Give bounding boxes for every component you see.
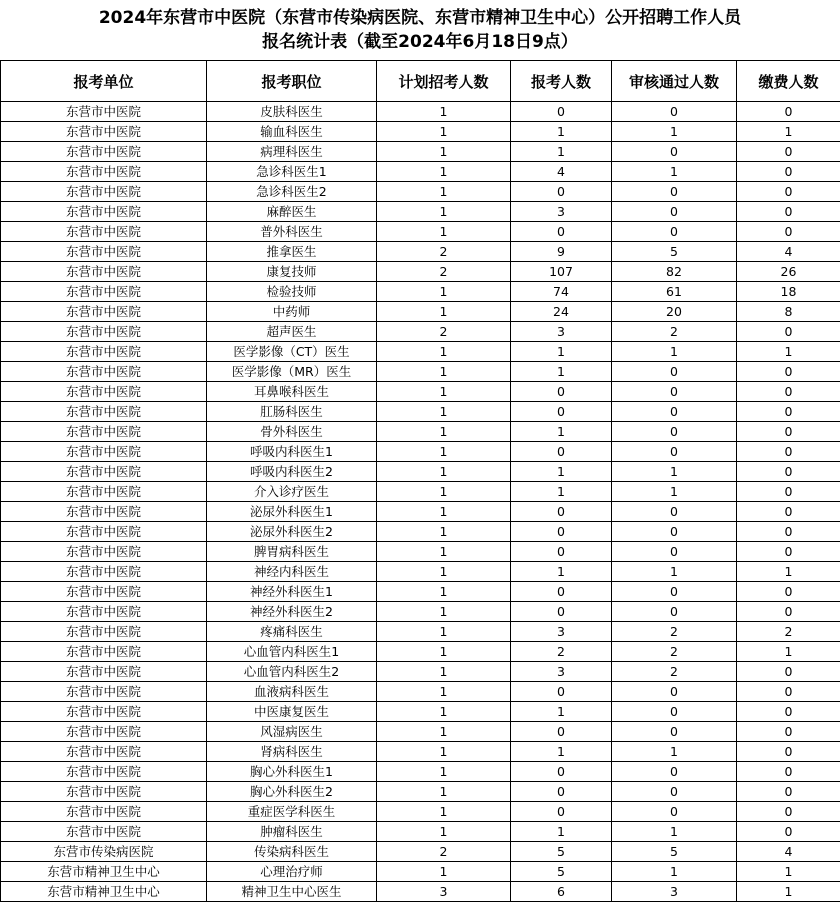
cell-unit: 东营市传染病医院 — [1, 842, 207, 862]
cell-paid: 8 — [737, 302, 840, 322]
cell-unit: 东营市中医院 — [1, 402, 207, 422]
cell-approved: 1 — [612, 122, 737, 142]
cell-position: 耳鼻喉科医生 — [207, 382, 377, 402]
cell-planned: 2 — [377, 242, 511, 262]
table-row — [1, 682, 840, 702]
table-body — [1, 102, 840, 902]
cell-unit: 东营市中医院 — [1, 482, 207, 502]
cell-applicants: 1 — [511, 482, 612, 502]
cell-position: 康复技师 — [207, 262, 377, 282]
cell-approved: 0 — [612, 722, 737, 742]
table-row — [1, 742, 840, 762]
cell-planned: 1 — [377, 602, 511, 622]
cell-approved: 0 — [612, 602, 737, 622]
cell-paid: 0 — [737, 822, 840, 842]
cell-paid: 0 — [737, 382, 840, 402]
table-row — [1, 502, 840, 522]
cell-approved: 2 — [612, 622, 737, 642]
cell-planned: 2 — [377, 262, 511, 282]
cell-applicants: 3 — [511, 322, 612, 342]
cell-paid: 1 — [737, 342, 840, 362]
cell-planned: 1 — [377, 642, 511, 662]
cell-unit: 东营市中医院 — [1, 562, 207, 582]
header-paid: 缴费人数 — [737, 61, 840, 102]
cell-paid: 0 — [737, 742, 840, 762]
cell-unit: 东营市中医院 — [1, 742, 207, 762]
table-row — [1, 442, 840, 462]
cell-approved: 61 — [612, 282, 737, 302]
cell-applicants: 107 — [511, 262, 612, 282]
title-line-2: 报名统计表（截至2024年6月18日9点） — [262, 32, 578, 52]
cell-applicants: 0 — [511, 762, 612, 782]
table-row — [1, 142, 840, 162]
cell-planned: 1 — [377, 162, 511, 182]
cell-applicants: 0 — [511, 782, 612, 802]
cell-planned: 1 — [377, 462, 511, 482]
cell-approved: 0 — [612, 682, 737, 702]
table-row — [1, 422, 840, 442]
cell-position: 普外科医生 — [207, 222, 377, 242]
cell-unit: 东营市中医院 — [1, 522, 207, 542]
cell-planned: 1 — [377, 482, 511, 502]
cell-paid: 0 — [737, 602, 840, 622]
table-row — [1, 882, 840, 902]
cell-applicants: 0 — [511, 182, 612, 202]
cell-approved: 2 — [612, 642, 737, 662]
cell-paid: 26 — [737, 262, 840, 282]
cell-position: 医学影像（CT）医生 — [207, 342, 377, 362]
cell-position: 精神卫生中心医生 — [207, 882, 377, 902]
cell-paid: 1 — [737, 562, 840, 582]
cell-applicants: 1 — [511, 362, 612, 382]
cell-position: 心理治疗师 — [207, 862, 377, 882]
cell-paid: 0 — [737, 402, 840, 422]
cell-paid: 0 — [737, 682, 840, 702]
cell-position: 超声医生 — [207, 322, 377, 342]
cell-approved: 5 — [612, 242, 737, 262]
cell-applicants: 0 — [511, 502, 612, 522]
table-row — [1, 482, 840, 502]
cell-paid: 1 — [737, 882, 840, 902]
table-row — [1, 602, 840, 622]
cell-unit: 东营市中医院 — [1, 462, 207, 482]
cell-unit: 东营市精神卫生中心 — [1, 862, 207, 882]
cell-planned: 1 — [377, 502, 511, 522]
cell-paid: 0 — [737, 362, 840, 382]
cell-paid: 4 — [737, 842, 840, 862]
cell-position: 介入诊疗医生 — [207, 482, 377, 502]
cell-paid: 1 — [737, 122, 840, 142]
cell-position: 中医康复医生 — [207, 702, 377, 722]
cell-applicants: 1 — [511, 702, 612, 722]
table-row — [1, 722, 840, 742]
cell-unit: 东营市中医院 — [1, 782, 207, 802]
cell-position: 心血管内科医生2 — [207, 662, 377, 682]
cell-applicants: 5 — [511, 862, 612, 882]
table-row — [1, 662, 840, 682]
cell-unit: 东营市中医院 — [1, 162, 207, 182]
cell-applicants: 1 — [511, 822, 612, 842]
cell-unit: 东营市中医院 — [1, 702, 207, 722]
cell-position: 皮肤科医生 — [207, 102, 377, 122]
cell-applicants: 0 — [511, 382, 612, 402]
cell-planned: 1 — [377, 662, 511, 682]
cell-applicants: 9 — [511, 242, 612, 262]
table-row — [1, 462, 840, 482]
cell-position: 呼吸内科医生2 — [207, 462, 377, 482]
cell-paid: 1 — [737, 642, 840, 662]
cell-paid: 0 — [737, 802, 840, 822]
cell-paid: 0 — [737, 422, 840, 442]
cell-applicants: 3 — [511, 622, 612, 642]
cell-planned: 1 — [377, 742, 511, 762]
cell-unit: 东营市中医院 — [1, 582, 207, 602]
cell-planned: 1 — [377, 382, 511, 402]
cell-unit: 东营市中医院 — [1, 122, 207, 142]
cell-applicants: 3 — [511, 202, 612, 222]
table-row — [1, 802, 840, 822]
cell-applicants: 6 — [511, 882, 612, 902]
cell-paid: 0 — [737, 502, 840, 522]
cell-paid: 0 — [737, 722, 840, 742]
cell-unit: 东营市中医院 — [1, 282, 207, 302]
cell-applicants: 1 — [511, 742, 612, 762]
cell-unit: 东营市中医院 — [1, 342, 207, 362]
cell-approved: 1 — [612, 822, 737, 842]
cell-paid: 2 — [737, 622, 840, 642]
cell-unit: 东营市中医院 — [1, 242, 207, 262]
cell-planned: 1 — [377, 622, 511, 642]
table-row — [1, 542, 840, 562]
cell-unit: 东营市中医院 — [1, 182, 207, 202]
cell-position: 重症医学科医生 — [207, 802, 377, 822]
cell-approved: 0 — [612, 202, 737, 222]
cell-unit: 东营市中医院 — [1, 202, 207, 222]
cell-applicants: 0 — [511, 402, 612, 422]
cell-applicants: 0 — [511, 722, 612, 742]
cell-planned: 1 — [377, 702, 511, 722]
cell-paid: 0 — [737, 182, 840, 202]
cell-unit: 东营市中医院 — [1, 142, 207, 162]
cell-approved: 0 — [612, 802, 737, 822]
cell-applicants: 5 — [511, 842, 612, 862]
table-row — [1, 102, 840, 122]
title-line-1: 2024年东营市中医院（东营市传染病医院、东营市精神卫生中心）公开招聘工作人员 — [98, 8, 742, 28]
cell-applicants: 0 — [511, 682, 612, 702]
cell-approved: 0 — [612, 702, 737, 722]
cell-unit: 东营市中医院 — [1, 442, 207, 462]
header-planned: 计划招考人数 — [377, 61, 511, 102]
cell-position: 输血科医生 — [207, 122, 377, 142]
cell-position: 麻醉医生 — [207, 202, 377, 222]
cell-position: 泌尿外科医生1 — [207, 502, 377, 522]
cell-paid: 0 — [737, 522, 840, 542]
table-row — [1, 322, 840, 342]
cell-unit: 东营市中医院 — [1, 822, 207, 842]
cell-planned: 1 — [377, 582, 511, 602]
cell-planned: 1 — [377, 342, 511, 362]
table-row — [1, 842, 840, 862]
cell-unit: 东营市中医院 — [1, 722, 207, 742]
cell-approved: 0 — [612, 502, 737, 522]
cell-planned: 1 — [377, 142, 511, 162]
table-header-row — [1, 61, 840, 102]
table-row — [1, 362, 840, 382]
header-applicants: 报考人数 — [511, 61, 612, 102]
cell-applicants: 0 — [511, 802, 612, 822]
table-row — [1, 202, 840, 222]
cell-approved: 82 — [612, 262, 737, 282]
cell-paid: 0 — [737, 782, 840, 802]
cell-approved: 0 — [612, 442, 737, 462]
cell-planned: 1 — [377, 562, 511, 582]
cell-planned: 1 — [377, 542, 511, 562]
cell-approved: 0 — [612, 142, 737, 162]
cell-position: 风湿病医生 — [207, 722, 377, 742]
cell-position: 疼痛科医生 — [207, 622, 377, 642]
cell-applicants: 0 — [511, 222, 612, 242]
cell-planned: 1 — [377, 802, 511, 822]
cell-approved: 0 — [612, 782, 737, 802]
cell-applicants: 1 — [511, 142, 612, 162]
cell-paid: 0 — [737, 222, 840, 242]
cell-approved: 0 — [612, 182, 737, 202]
cell-position: 血液病科医生 — [207, 682, 377, 702]
cell-applicants: 74 — [511, 282, 612, 302]
registration-table — [0, 60, 840, 902]
cell-position: 肛肠科医生 — [207, 402, 377, 422]
cell-approved: 0 — [612, 422, 737, 442]
cell-planned: 1 — [377, 302, 511, 322]
cell-approved: 1 — [612, 862, 737, 882]
cell-position: 肾病科医生 — [207, 742, 377, 762]
table-row — [1, 862, 840, 882]
cell-position: 胸心外科医生2 — [207, 782, 377, 802]
cell-approved: 5 — [612, 842, 737, 862]
cell-approved: 1 — [612, 562, 737, 582]
cell-paid: 0 — [737, 482, 840, 502]
table-row — [1, 582, 840, 602]
cell-position: 急诊科医生1 — [207, 162, 377, 182]
table-row — [1, 162, 840, 182]
cell-paid: 0 — [737, 582, 840, 602]
table-row — [1, 222, 840, 242]
cell-planned: 1 — [377, 222, 511, 242]
cell-applicants: 24 — [511, 302, 612, 322]
cell-applicants: 0 — [511, 602, 612, 622]
cell-planned: 1 — [377, 762, 511, 782]
cell-position: 脾胃病科医生 — [207, 542, 377, 562]
cell-applicants: 1 — [511, 462, 612, 482]
cell-planned: 2 — [377, 322, 511, 342]
cell-approved: 0 — [612, 222, 737, 242]
cell-applicants: 2 — [511, 642, 612, 662]
cell-paid: 18 — [737, 282, 840, 302]
cell-applicants: 0 — [511, 522, 612, 542]
cell-planned: 1 — [377, 782, 511, 802]
cell-unit: 东营市中医院 — [1, 602, 207, 622]
cell-unit: 东营市中医院 — [1, 542, 207, 562]
cell-unit: 东营市中医院 — [1, 682, 207, 702]
cell-paid: 0 — [737, 202, 840, 222]
cell-paid: 0 — [737, 442, 840, 462]
cell-position: 胸心外科医生1 — [207, 762, 377, 782]
header-approved: 审核通过人数 — [612, 61, 737, 102]
cell-approved: 1 — [612, 342, 737, 362]
cell-unit: 东营市中医院 — [1, 662, 207, 682]
cell-paid: 0 — [737, 462, 840, 482]
cell-approved: 0 — [612, 102, 737, 122]
cell-unit: 东营市中医院 — [1, 222, 207, 242]
cell-position: 神经内科医生 — [207, 562, 377, 582]
cell-approved: 0 — [612, 522, 737, 542]
cell-position: 中药师 — [207, 302, 377, 322]
cell-paid: 0 — [737, 162, 840, 182]
cell-unit: 东营市中医院 — [1, 802, 207, 822]
cell-paid: 0 — [737, 322, 840, 342]
cell-planned: 1 — [377, 862, 511, 882]
cell-position: 急诊科医生2 — [207, 182, 377, 202]
cell-approved: 1 — [612, 482, 737, 502]
cell-planned: 2 — [377, 842, 511, 862]
cell-unit: 东营市中医院 — [1, 382, 207, 402]
table-row — [1, 822, 840, 842]
cell-planned: 3 — [377, 882, 511, 902]
cell-paid: 0 — [737, 542, 840, 562]
table-row — [1, 282, 840, 302]
cell-paid: 0 — [737, 702, 840, 722]
cell-approved: 20 — [612, 302, 737, 322]
cell-applicants: 1 — [511, 122, 612, 142]
cell-planned: 1 — [377, 102, 511, 122]
cell-applicants: 4 — [511, 162, 612, 182]
table-row — [1, 642, 840, 662]
cell-planned: 1 — [377, 422, 511, 442]
cell-applicants: 0 — [511, 102, 612, 122]
cell-unit: 东营市中医院 — [1, 362, 207, 382]
cell-unit: 东营市中医院 — [1, 762, 207, 782]
cell-position: 检验技师 — [207, 282, 377, 302]
cell-applicants: 0 — [511, 542, 612, 562]
cell-unit: 东营市精神卫生中心 — [1, 882, 207, 902]
table-row — [1, 562, 840, 582]
cell-planned: 1 — [377, 682, 511, 702]
cell-paid: 1 — [737, 862, 840, 882]
cell-paid: 4 — [737, 242, 840, 262]
cell-planned: 1 — [377, 402, 511, 422]
cell-approved: 0 — [612, 542, 737, 562]
table-row — [1, 242, 840, 262]
cell-approved: 1 — [612, 742, 737, 762]
cell-approved: 1 — [612, 162, 737, 182]
cell-approved: 0 — [612, 362, 737, 382]
cell-approved: 2 — [612, 662, 737, 682]
table-row — [1, 782, 840, 802]
cell-planned: 1 — [377, 282, 511, 302]
table-row — [1, 382, 840, 402]
cell-approved: 0 — [612, 402, 737, 422]
table-row — [1, 622, 840, 642]
header-position: 报考职位 — [207, 61, 377, 102]
header-unit: 报考单位 — [1, 61, 207, 102]
cell-unit: 东营市中医院 — [1, 302, 207, 322]
cell-applicants: 1 — [511, 562, 612, 582]
table-row — [1, 702, 840, 722]
cell-applicants: 0 — [511, 582, 612, 602]
table-row — [1, 122, 840, 142]
table-row — [1, 762, 840, 782]
cell-unit: 东营市中医院 — [1, 622, 207, 642]
cell-applicants: 3 — [511, 662, 612, 682]
cell-position: 神经外科医生2 — [207, 602, 377, 622]
cell-planned: 1 — [377, 362, 511, 382]
cell-position: 推拿医生 — [207, 242, 377, 262]
cell-unit: 东营市中医院 — [1, 322, 207, 342]
cell-position: 病理科医生 — [207, 142, 377, 162]
cell-unit: 东营市中医院 — [1, 502, 207, 522]
cell-position: 神经外科医生1 — [207, 582, 377, 602]
cell-paid: 0 — [737, 142, 840, 162]
cell-unit: 东营市中医院 — [1, 642, 207, 662]
cell-planned: 1 — [377, 522, 511, 542]
cell-approved: 0 — [612, 762, 737, 782]
cell-approved: 1 — [612, 462, 737, 482]
table-row — [1, 522, 840, 542]
table-row — [1, 262, 840, 282]
page-title — [0, 0, 840, 60]
cell-planned: 1 — [377, 202, 511, 222]
cell-approved: 3 — [612, 882, 737, 902]
cell-approved: 2 — [612, 322, 737, 342]
table-row — [1, 342, 840, 362]
cell-unit: 东营市中医院 — [1, 102, 207, 122]
cell-planned: 1 — [377, 182, 511, 202]
cell-position: 泌尿外科医生2 — [207, 522, 377, 542]
cell-position: 呼吸内科医生1 — [207, 442, 377, 462]
cell-position: 医学影像（MR）医生 — [207, 362, 377, 382]
cell-unit: 东营市中医院 — [1, 262, 207, 282]
table-row — [1, 402, 840, 422]
cell-position: 肿瘤科医生 — [207, 822, 377, 842]
cell-unit: 东营市中医院 — [1, 422, 207, 442]
cell-planned: 1 — [377, 442, 511, 462]
table-row — [1, 182, 840, 202]
cell-position: 传染病科医生 — [207, 842, 377, 862]
cell-paid: 0 — [737, 762, 840, 782]
cell-approved: 0 — [612, 382, 737, 402]
cell-planned: 1 — [377, 722, 511, 742]
cell-planned: 1 — [377, 122, 511, 142]
cell-position: 骨外科医生 — [207, 422, 377, 442]
cell-applicants: 0 — [511, 442, 612, 462]
cell-approved: 0 — [612, 582, 737, 602]
cell-paid: 0 — [737, 102, 840, 122]
cell-applicants: 1 — [511, 422, 612, 442]
cell-paid: 0 — [737, 662, 840, 682]
cell-planned: 1 — [377, 822, 511, 842]
cell-applicants: 1 — [511, 342, 612, 362]
table-row — [1, 302, 840, 322]
cell-position: 心血管内科医生1 — [207, 642, 377, 662]
